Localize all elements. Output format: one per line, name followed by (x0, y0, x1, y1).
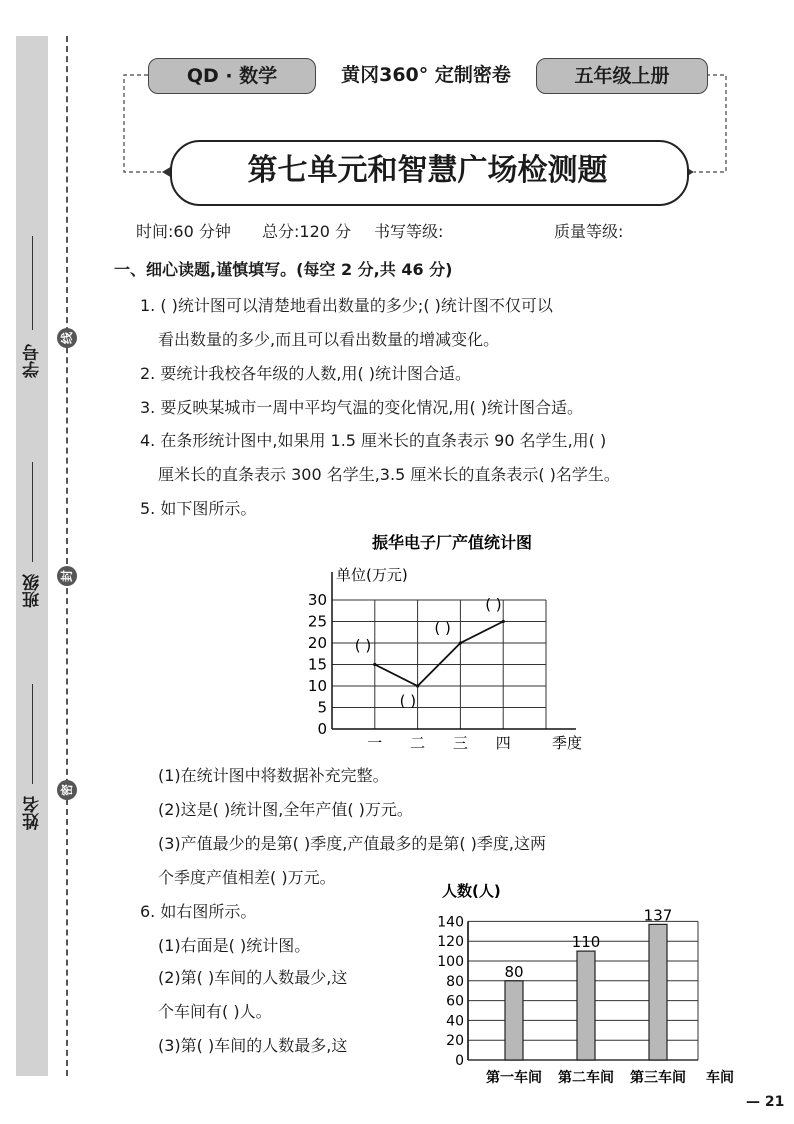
grade-badge: 五年级上册 (536, 58, 708, 94)
bar-chart-x-tick: 第二车间 (558, 1070, 614, 1086)
line-chart-y-tick: 20 (307, 634, 327, 652)
info-quality-grade: 质量等级: (554, 222, 624, 241)
line-chart-title: 振华电子厂产值统计图 (371, 533, 533, 552)
page-number: — 21 (746, 1094, 785, 1110)
line-chart-point (416, 684, 419, 687)
mark-secret: 密 (57, 780, 77, 800)
page-title: 第七单元和智慧广场检测题 (247, 153, 608, 188)
line-chart-x-tick: 一 (367, 734, 383, 752)
line-chart-blank-label: ( ) (485, 595, 502, 614)
line-chart-x-label: 季度 (552, 734, 583, 752)
line-chart-y-tick: 15 (307, 655, 327, 674)
line-chart-point (502, 620, 505, 623)
line-chart-x-tick: 三 (452, 734, 468, 752)
label-class: 班级 (23, 574, 43, 608)
subject-badge: QD · 数学 (148, 58, 316, 94)
line-chart-blank-label: ( ) (434, 619, 451, 637)
name-underline (32, 684, 33, 784)
bar-chart-data-label: 80 (504, 962, 524, 981)
bar-chart-bar (649, 924, 667, 1060)
bar-chart (428, 872, 744, 1090)
question-2: 2. 要统计我校各年级的人数,用( )统计图合适。 (140, 364, 472, 383)
bar-chart-y-tick: 100 (437, 954, 464, 970)
line-chart-blank-label: ( ) (354, 636, 372, 655)
bar-chart-y-tick: 140 (437, 914, 464, 931)
question-5-1: (1)在统计图中将数据补充完整。 (158, 766, 389, 785)
line-chart-point (373, 663, 376, 666)
class-underline (32, 462, 33, 562)
line-chart-y-tick: 5 (317, 698, 327, 717)
line-chart-x-tick: 二 (410, 734, 426, 752)
bar-chart-x-tick: 第一车间 (486, 1070, 542, 1086)
question-6-1: (1)右面是( )统计图。 (158, 936, 311, 955)
line-chart-y-tick: 0 (317, 720, 327, 738)
question-4-line-2: 厘米长的直条表示 300 名学生,3.5 厘米长的直条表示( )名学生。 (158, 465, 620, 484)
section-heading: 一、细心读题,谨慎填写。(每空 2 分,共 46 分) (114, 260, 453, 279)
question-6-3: (3)第( )车间的人数最多,这 (158, 1036, 348, 1055)
question-3: 3. 要反映某城市一周中平均气温的变化情况,用( )统计图合适。 (140, 398, 584, 417)
info-time: 时间:60 分钟 (136, 222, 231, 241)
question-1-line-2: 看出数量的多少,而且可以看出数量的增减变化。 (158, 330, 500, 349)
line-chart-y-label: 单位(万元) (336, 566, 408, 584)
label-name: 姓名 (23, 796, 43, 830)
line-chart-y-tick: 10 (307, 677, 327, 695)
bar-chart-y-tick: 0 (455, 1053, 464, 1069)
line-chart-point (459, 641, 462, 644)
bar-chart-x-tick: 第三车间 (630, 1070, 686, 1086)
bar-chart-y-label: 人数(人) (442, 882, 501, 900)
question-5-3-line-2: 个季度产值相差( )万元。 (158, 868, 336, 887)
id-underline (32, 236, 33, 330)
mark-line: 线 (57, 328, 77, 348)
info-total: 总分:120 分 (262, 222, 352, 241)
line-chart-y-tick: 30 (307, 591, 327, 609)
question-6-2-line-1: (2)第( )车间的人数最少,这 (158, 968, 348, 987)
line-chart-x-tick: 四 (495, 734, 511, 752)
bar-chart-y-tick: 40 (446, 1013, 464, 1030)
line-chart-y-tick: 25 (307, 612, 327, 631)
question-6-2-line-2: 个车间有( )人。 (158, 1002, 272, 1021)
bar-chart-data-label: 137 (643, 906, 673, 925)
question-1-line-1: 1. ( )统计图可以清楚地看出数量的多少;( )统计图不仅可以 (140, 296, 553, 315)
series-name: 黄冈360° 定制密卷 (341, 64, 511, 86)
bar-chart-y-tick: 60 (446, 993, 464, 1010)
info-writing-grade: 书写等级: (374, 222, 444, 241)
question-5-3-line-1: (3)产值最少的是第( )季度,产值最多的是第( )季度,这两 (158, 834, 546, 853)
bar-chart-y-tick: 20 (446, 1033, 464, 1050)
line-chart (290, 528, 610, 758)
bar-chart-data-label: 110 (571, 933, 601, 952)
bar-chart-x-label: 车间 (706, 1070, 734, 1086)
question-5: 5. 如下图所示。 (140, 499, 257, 518)
question-6: 6. 如右图所示。 (140, 902, 257, 921)
line-chart-blank-label: ( ) (399, 692, 417, 710)
label-student-id: 学号 (23, 344, 43, 378)
bar-chart-bar (577, 951, 595, 1060)
question-4-line-1: 4. 在条形统计图中,如果用 1.5 厘米长的直条表示 90 名学生,用( ) (140, 431, 607, 450)
bar-chart-bar (505, 981, 523, 1060)
bar-chart-y-tick: 120 (437, 934, 464, 951)
bar-chart-y-tick: 80 (446, 973, 464, 990)
mark-seal: 封 (57, 566, 77, 586)
question-5-2: (2)这是( )统计图,全年产值( )万元。 (158, 800, 413, 819)
